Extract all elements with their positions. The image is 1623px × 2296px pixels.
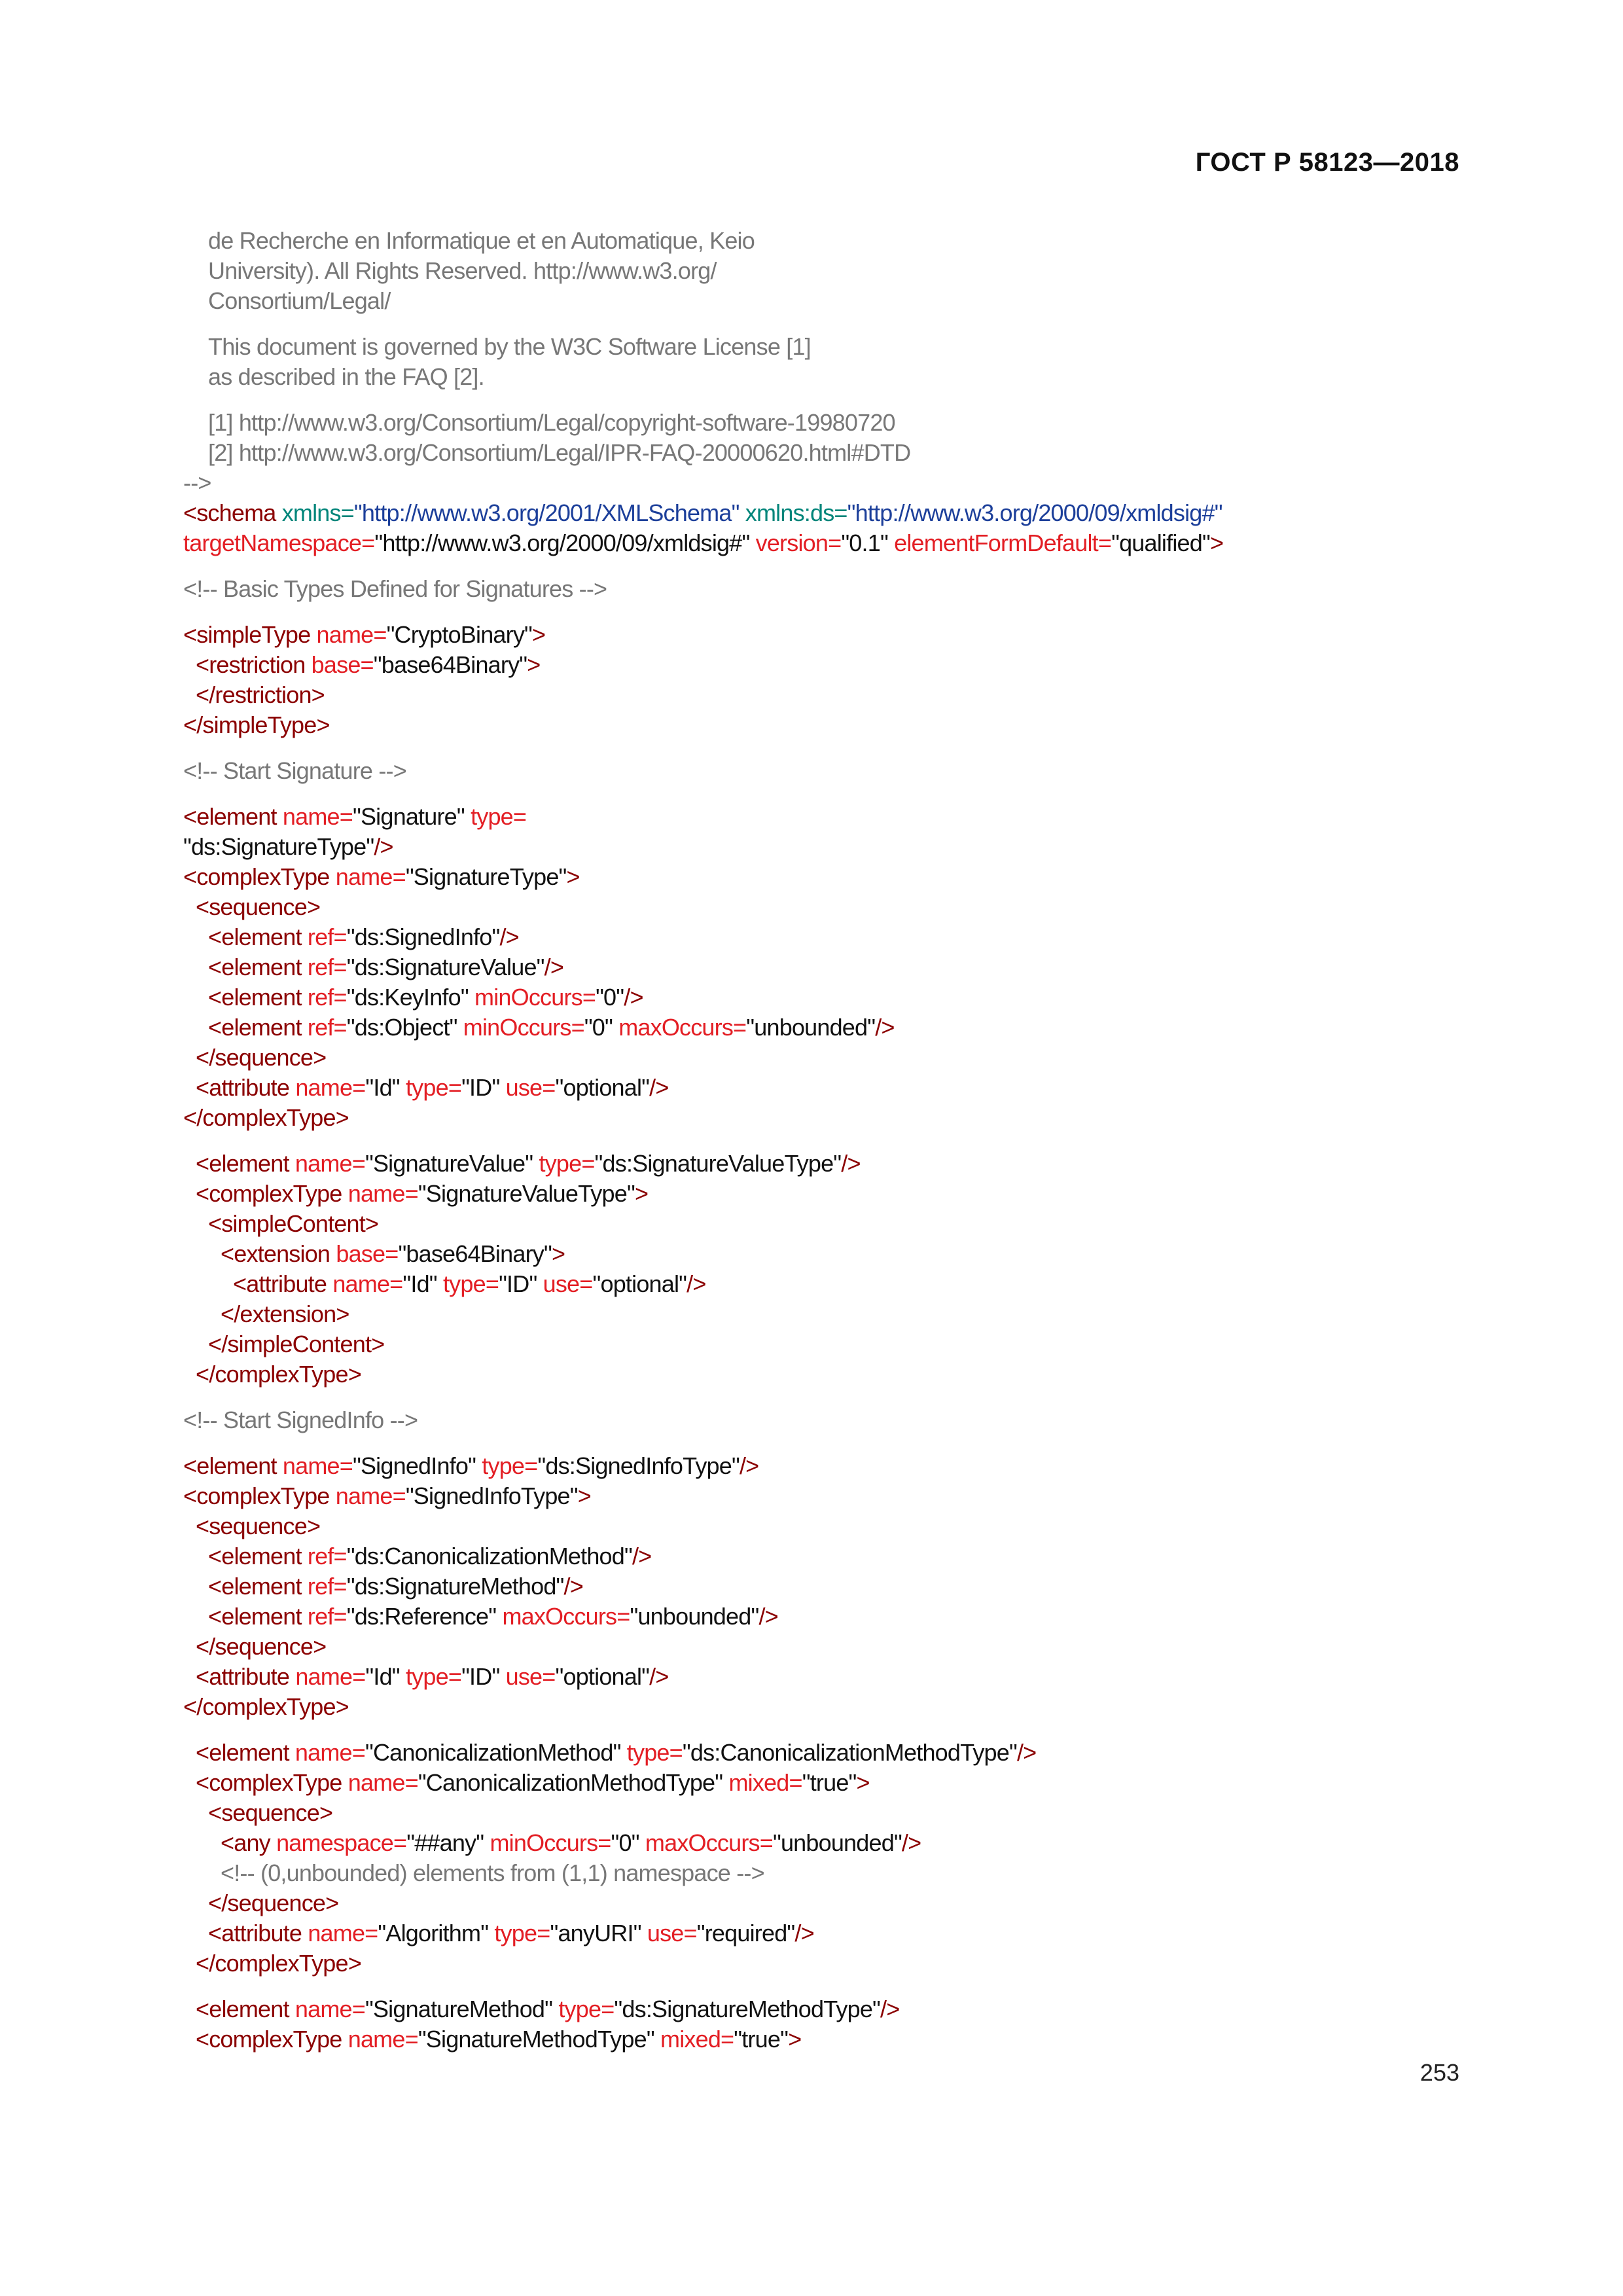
code-attribute: version= <box>755 529 842 556</box>
code-attribute: ref= <box>307 954 347 980</box>
code-line <box>183 332 1466 362</box>
code-comment: University). All Rights Reserved. http://www.w3.org/ <box>208 257 717 284</box>
code-comment: [1] http://www.w3.org/Consortium/Legal/copyright-software-19980720 <box>208 409 895 436</box>
code-tag: <simpleContent> <box>208 1210 379 1237</box>
code-tag: <element <box>208 1603 308 1630</box>
code-tag: <any <box>221 1829 277 1856</box>
code-line <box>183 756 1466 786</box>
code-attribute: minOccurs= <box>490 1829 611 1856</box>
code-value: "ds:Object" <box>346 1014 463 1041</box>
code-value: "ds:Reference" <box>346 1603 503 1630</box>
code-line <box>183 710 1466 740</box>
code-line <box>183 1299 1466 1329</box>
code-tag: > <box>566 863 580 890</box>
code-line <box>183 226 1466 256</box>
code-attribute: ref= <box>307 1014 347 1041</box>
code-attribute: targetNamespace= <box>183 529 375 556</box>
code-line <box>183 1858 1466 1888</box>
code-line <box>183 922 1466 952</box>
code-comment: Consortium/Legal/ <box>208 287 391 314</box>
code-value: "unbounded" <box>746 1014 876 1041</box>
code-line <box>183 1405 1466 1435</box>
code-tag: /> <box>901 1829 921 1856</box>
code-line <box>183 256 1466 286</box>
code-comment: <!-- Start SignedInfo --> <box>183 1407 418 1433</box>
code-value: "required" <box>696 1920 795 1946</box>
code-value: "ds:SignatureValue" <box>346 954 544 980</box>
code-tag: </complexType> <box>196 1361 361 1388</box>
code-tag: </simpleType> <box>183 711 330 738</box>
code-tag: <element <box>196 1996 295 2022</box>
code-tag: /> <box>841 1150 861 1177</box>
code-line <box>183 892 1466 922</box>
code-value: "unbounded" <box>772 1829 902 1856</box>
code-tag: > <box>788 2026 802 2053</box>
page-header-standard: ГОСТ Р 58123—2018 <box>1195 148 1459 177</box>
code-attribute: name= <box>294 1150 365 1177</box>
code-line <box>183 1541 1466 1571</box>
code-tag: </complexType> <box>196 1950 361 1977</box>
code-attribute: elementFormDefault= <box>894 529 1112 556</box>
code-value: "0.1" <box>841 529 895 556</box>
code-attribute: type= <box>539 1150 595 1177</box>
code-value: "ds:SignatureMethod" <box>346 1573 564 1600</box>
code-attribute: name= <box>335 863 406 890</box>
code-line <box>183 498 1466 528</box>
code-value: "ds:SignatureType" <box>183 833 374 860</box>
code-line <box>183 1994 1466 2024</box>
code-tag: </complexType> <box>183 1104 349 1131</box>
code-tag: > <box>527 651 541 678</box>
code-line <box>183 1269 1466 1299</box>
code-value: "optional" <box>555 1663 650 1690</box>
code-tag: /> <box>875 1014 895 1041</box>
code-value: "ID" <box>461 1663 506 1690</box>
code-line <box>183 1013 1466 1043</box>
code-attribute: type= <box>405 1074 462 1101</box>
code-attribute: name= <box>316 621 387 648</box>
code-line <box>183 1073 1466 1103</box>
code-tag: </extension> <box>221 1300 349 1327</box>
code-value: "ds:SignedInfo" <box>346 924 500 950</box>
code-tag: <element <box>208 1543 308 1570</box>
code-tag: <element <box>183 1452 283 1479</box>
code-attribute: base= <box>336 1240 399 1267</box>
code-value: "ID" <box>499 1270 543 1297</box>
code-tag: <simpleType <box>183 621 317 648</box>
code-attribute: mixed= <box>660 2026 734 2053</box>
code-value: "SignatureType" <box>405 863 567 890</box>
code-attribute: type= <box>482 1452 538 1479</box>
code-line <box>183 1918 1466 1948</box>
code-line <box>183 1662 1466 1692</box>
code-attribute: maxOccurs= <box>502 1603 630 1630</box>
code-namespace: xmlns= <box>281 499 354 526</box>
code-attribute: type= <box>558 1996 615 2022</box>
code-attribute: ref= <box>307 924 347 950</box>
code-line <box>183 1948 1466 1979</box>
code-attribute: use= <box>647 1920 697 1946</box>
code-tag: <element <box>208 1573 308 1600</box>
code-attribute: maxOccurs= <box>618 1014 747 1041</box>
code-value: "SignedInfo" <box>352 1452 482 1479</box>
code-comment: <!-- Start Signature --> <box>183 757 406 784</box>
code-line <box>183 832 1466 862</box>
code-line <box>183 1768 1466 1798</box>
code-attribute: minOccurs= <box>474 984 596 1011</box>
code-line <box>183 620 1466 650</box>
code-line <box>183 408 1466 438</box>
code-tag: </simpleContent> <box>208 1331 385 1357</box>
code-value: "qualified" <box>1111 529 1210 556</box>
code-attribute: use= <box>505 1074 556 1101</box>
code-attribute: mixed= <box>728 1769 802 1796</box>
code-value: "optional" <box>592 1270 687 1297</box>
code-value: "Algorithm" <box>378 1920 495 1946</box>
code-value: "ds:CanonicalizationMethod" <box>346 1543 632 1570</box>
code-line <box>183 1359 1466 1390</box>
code-value: "ds:SignedInfoType" <box>537 1452 740 1479</box>
code-line <box>183 1571 1466 1602</box>
code-tag: /> <box>374 833 393 860</box>
code-line <box>183 1888 1466 1918</box>
code-tag: <element <box>208 924 308 950</box>
code-attribute: use= <box>505 1663 556 1690</box>
code-attribute: namespace= <box>276 1829 407 1856</box>
code-line <box>183 1179 1466 1209</box>
code-tag: /> <box>649 1663 669 1690</box>
code-comment: as described in the FAQ [2]. <box>208 363 484 390</box>
code-attribute: type= <box>471 803 527 830</box>
code-tag: /> <box>632 1543 652 1570</box>
code-line <box>183 468 1466 498</box>
code-tag: > <box>1209 529 1224 556</box>
code-line <box>183 1798 1466 1828</box>
code-attribute: minOccurs= <box>463 1014 584 1041</box>
code-attribute: ref= <box>307 984 347 1011</box>
code-value: "0" <box>584 1014 619 1041</box>
code-line <box>183 2024 1466 2054</box>
code-line <box>183 1329 1466 1359</box>
code-tag: <element <box>208 1014 308 1041</box>
code-tag: <sequence> <box>196 893 321 920</box>
code-value: "true" <box>802 1769 857 1796</box>
code-attribute: type= <box>442 1270 499 1297</box>
code-tag: /> <box>687 1270 706 1297</box>
code-tag: <complexType <box>196 2026 348 2053</box>
code-tag: <attribute <box>196 1074 296 1101</box>
code-comment: --> <box>183 469 211 496</box>
code-attribute: name= <box>332 1270 403 1297</box>
code-attribute: base= <box>311 651 374 678</box>
code-tag: <extension <box>221 1240 336 1267</box>
code-tag: /> <box>649 1074 669 1101</box>
code-line <box>183 1451 1466 1481</box>
code-attribute: ref= <box>307 1543 347 1570</box>
code-tag: > <box>856 1769 870 1796</box>
code-line <box>183 1239 1466 1269</box>
code-tag: <element <box>208 984 308 1011</box>
code-tag: <element <box>208 954 308 980</box>
code-tag: <element <box>196 1739 295 1766</box>
code-line <box>183 862 1466 892</box>
code-value: "true" <box>734 2026 789 2053</box>
code-line <box>183 528 1466 558</box>
code-tag: <complexType <box>196 1180 348 1207</box>
code-url: "http://www.w3.org/2000/09/xmldsig#" <box>847 499 1222 526</box>
code-tag: </sequence> <box>196 1633 327 1660</box>
code-attribute: name= <box>294 1996 365 2022</box>
code-tag: <restriction <box>196 651 312 678</box>
code-line <box>183 982 1466 1013</box>
code-line <box>183 1481 1466 1511</box>
code-line <box>183 680 1466 710</box>
code-attribute: name= <box>282 803 353 830</box>
code-tag: <attribute <box>233 1270 333 1297</box>
code-line <box>183 1149 1466 1179</box>
code-line <box>183 1828 1466 1858</box>
code-tag: /> <box>563 1573 583 1600</box>
code-attribute: type= <box>626 1739 683 1766</box>
code-tag: <complexType <box>183 863 336 890</box>
code-tag: <attribute <box>208 1920 308 1946</box>
code-tag: <complexType <box>196 1769 348 1796</box>
code-value: "CryptoBinary" <box>386 621 533 648</box>
code-tag: <schema <box>183 499 282 526</box>
code-line <box>183 952 1466 982</box>
code-attribute: name= <box>308 1920 378 1946</box>
code-comment: [2] http://www.w3.org/Consortium/Legal/IPR-FAQ-20000620.html#DTD <box>208 439 911 466</box>
code-value: "SignatureMethod" <box>365 1996 559 2022</box>
code-line <box>183 1103 1466 1133</box>
code-value: "Id" <box>402 1270 443 1297</box>
code-namespace: xmlns:ds= <box>745 499 847 526</box>
code-value: "0" <box>596 984 624 1011</box>
code-value: "http://www.w3.org/2000/09/xmldsig#" <box>374 529 756 556</box>
code-value: "optional" <box>555 1074 650 1101</box>
code-tag: <element <box>183 803 283 830</box>
code-line <box>183 1209 1466 1239</box>
code-line <box>183 438 1466 468</box>
code-line <box>183 802 1466 832</box>
code-tag: /> <box>544 954 564 980</box>
code-attribute: ref= <box>307 1573 347 1600</box>
xml-code-listing <box>183 226 1466 2054</box>
code-value: "ds:SignatureMethodType" <box>614 1996 881 2022</box>
code-value: "Signature" <box>352 803 471 830</box>
code-tag: > <box>577 1482 591 1509</box>
code-tag: > <box>634 1180 649 1207</box>
code-attribute: name= <box>295 1663 366 1690</box>
code-value: "SignedInfoType" <box>405 1482 578 1509</box>
code-tag: <sequence> <box>208 1799 333 1826</box>
code-value: "ds:CanonicalizationMethodType" <box>682 1739 1017 1766</box>
code-attribute: type= <box>494 1920 550 1946</box>
code-attribute: name= <box>282 1452 353 1479</box>
code-value: "Id" <box>365 1074 406 1101</box>
code-comment: de Recherche en Informatique et en Automatique, Keio <box>208 227 755 254</box>
code-value: "unbounded" <box>630 1603 759 1630</box>
code-line <box>183 362 1466 392</box>
code-tag: </sequence> <box>196 1044 327 1071</box>
code-tag: <element <box>196 1150 295 1177</box>
code-tag: > <box>551 1240 565 1267</box>
code-tag: </sequence> <box>208 1890 339 1916</box>
code-value: "0" <box>611 1829 645 1856</box>
code-tag: /> <box>739 1452 759 1479</box>
code-line <box>183 1632 1466 1662</box>
code-attribute: use= <box>543 1270 593 1297</box>
code-value: "SignatureValueType" <box>418 1180 635 1207</box>
code-attribute: name= <box>348 1769 418 1796</box>
code-tag: /> <box>499 924 519 950</box>
code-line <box>183 1692 1466 1722</box>
code-value: "SignatureValue" <box>365 1150 539 1177</box>
code-comment: <!-- Basic Types Defined for Signatures --> <box>183 575 607 602</box>
code-value: "base64Binary" <box>398 1240 552 1267</box>
code-tag: /> <box>758 1603 778 1630</box>
code-tag: </restriction> <box>196 681 325 708</box>
code-attribute: name= <box>294 1739 365 1766</box>
code-value: "ds:SignatureValueType" <box>594 1150 842 1177</box>
code-attribute: maxOccurs= <box>645 1829 773 1856</box>
code-value: "ID" <box>461 1074 506 1101</box>
code-value: "anyURI" <box>550 1920 647 1946</box>
code-attribute: type= <box>405 1663 462 1690</box>
code-comment: <!-- (0,unbounded) elements from (1,1) namespace --> <box>221 1859 764 1886</box>
code-line <box>183 1738 1466 1768</box>
code-tag: /> <box>624 984 643 1011</box>
code-tag: /> <box>794 1920 814 1946</box>
code-attribute: name= <box>348 2026 418 2053</box>
code-value: "CanonicalizationMethod" <box>365 1739 627 1766</box>
code-tag: <attribute <box>196 1663 296 1690</box>
code-tag: <complexType <box>183 1482 336 1509</box>
code-attribute: name= <box>295 1074 366 1101</box>
page-number: 253 <box>1419 2059 1459 2086</box>
code-url: "http://www.w3.org/2001/XMLSchema" <box>353 499 745 526</box>
code-line <box>183 574 1466 604</box>
code-value: "base64Binary" <box>373 651 527 678</box>
code-tag: </complexType> <box>183 1693 349 1720</box>
code-value: "##any" <box>406 1829 490 1856</box>
code-attribute: ref= <box>307 1603 347 1630</box>
code-attribute: name= <box>335 1482 406 1509</box>
code-tag: /> <box>1016 1739 1037 1766</box>
code-tag: > <box>532 621 546 648</box>
code-attribute: name= <box>348 1180 418 1207</box>
code-value: "ds:KeyInfo" <box>346 984 475 1011</box>
code-line <box>183 1043 1466 1073</box>
code-comment: This document is governed by the W3C Software License [1] <box>208 333 811 360</box>
code-line <box>183 286 1466 316</box>
code-line <box>183 650 1466 680</box>
code-line <box>183 1602 1466 1632</box>
code-line <box>183 1511 1466 1541</box>
code-tag: <sequence> <box>196 1513 321 1539</box>
code-value: "CanonicalizationMethodType" <box>418 1769 729 1796</box>
code-value: "Id" <box>365 1663 406 1690</box>
code-value: "SignatureMethodType" <box>418 2026 661 2053</box>
code-tag: /> <box>880 1996 900 2022</box>
